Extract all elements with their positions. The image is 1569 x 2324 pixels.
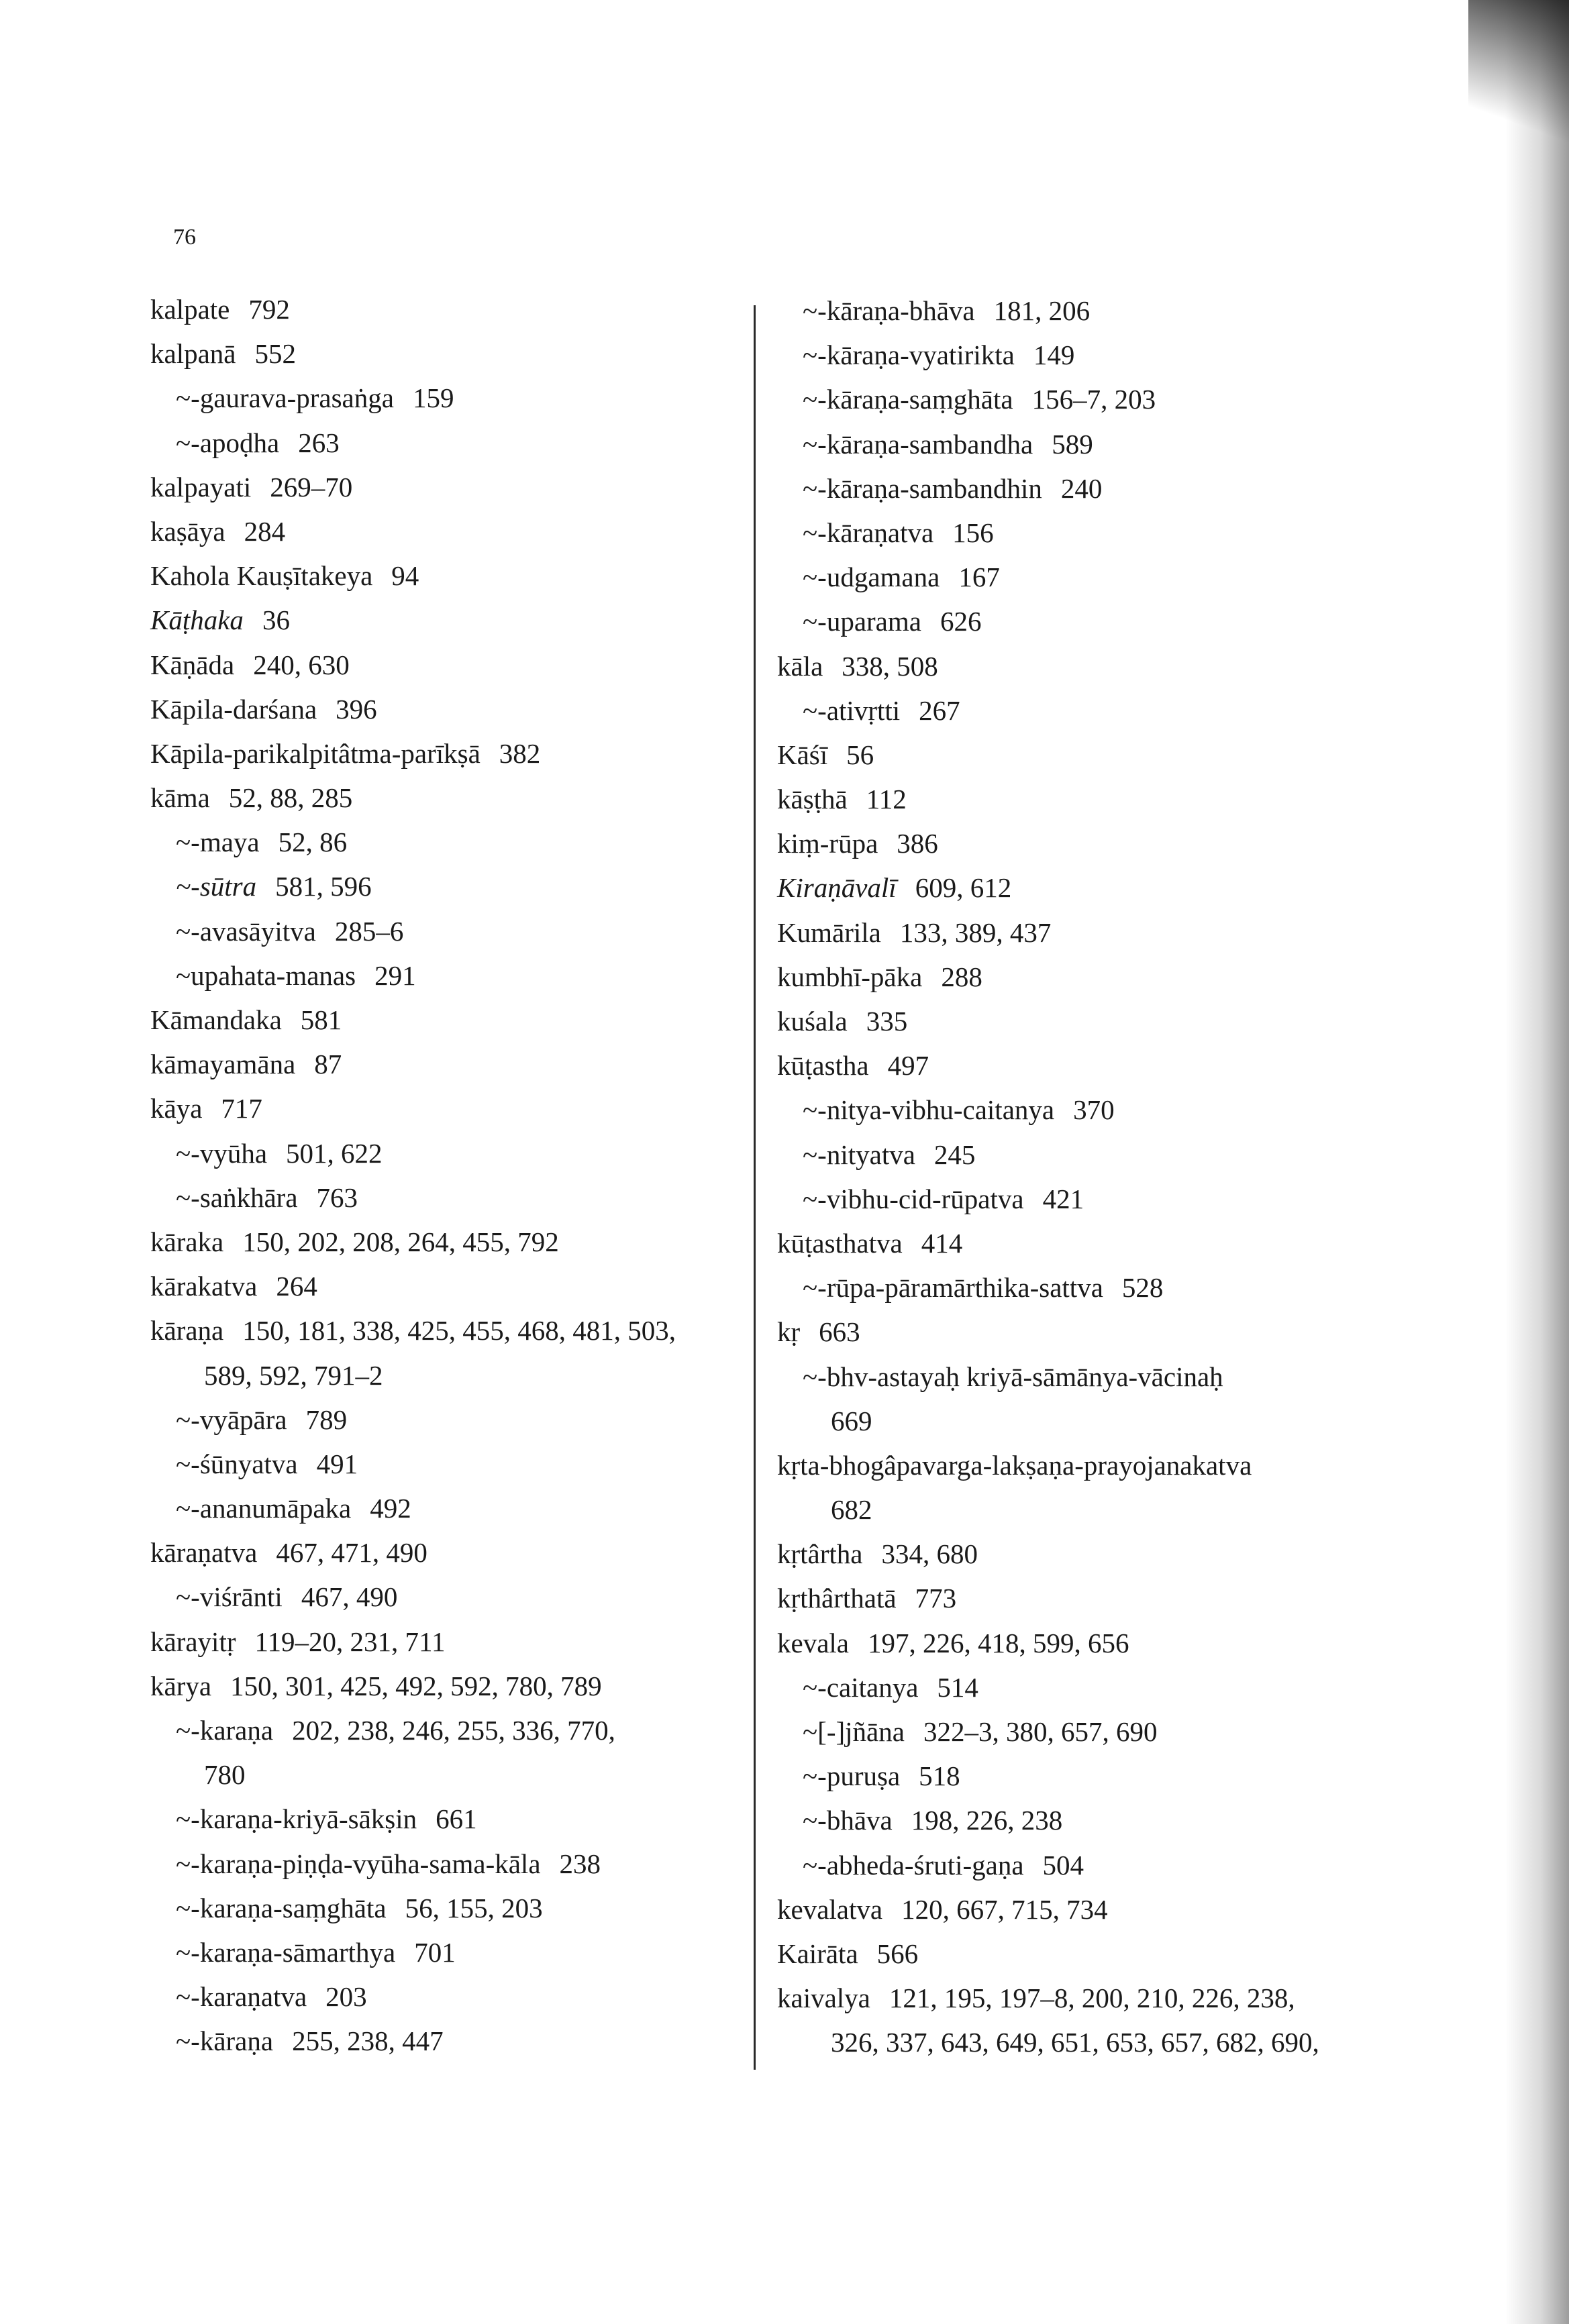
- entry-page-refs: 386: [897, 828, 938, 859]
- entry-term: Kāpila-parikalpitâtma-parīkṣā: [150, 737, 480, 769]
- index-entry: [150, 553, 754, 598]
- entry-page-refs: 149: [1033, 339, 1075, 371]
- entry-term: kūṭasthatva: [777, 1227, 903, 1259]
- entry-term: ~-vyāpāra: [176, 1404, 287, 1435]
- entry-term: ~-maya: [176, 827, 260, 858]
- entry-page-refs: 112: [866, 784, 907, 815]
- index-subentry: [777, 1355, 1381, 1399]
- entry-page-refs: 52, 88, 285: [228, 782, 353, 814]
- entry-page-refs: 497: [887, 1050, 929, 1081]
- index-subentry: [150, 1708, 754, 1752]
- index-subentry: [150, 1397, 754, 1442]
- index-entry: [150, 687, 754, 731]
- entry-term: Kiraṇāvalī: [777, 872, 897, 904]
- entry-term: ~-puruṣa: [803, 1760, 901, 1792]
- index-subentry: [777, 1265, 1381, 1310]
- index-subentry: [777, 466, 1381, 511]
- entry-term: Kairāta: [777, 1938, 858, 1969]
- index-entry: [150, 1220, 754, 1264]
- entry-term: kumbhī-pāka: [777, 961, 923, 992]
- entry-page-refs: 528: [1121, 1272, 1164, 1304]
- entry-page-refs: 52, 86: [278, 827, 348, 858]
- entry-page-refs: 56, 155, 203: [405, 1892, 543, 1923]
- index-entry: [777, 644, 1381, 688]
- index-entry: [777, 1976, 1381, 2020]
- index-subentry: [777, 377, 1381, 421]
- index-entry: [777, 1887, 1381, 1932]
- index-entry: [777, 999, 1381, 1043]
- index-continuation: [777, 1487, 1381, 1532]
- entry-term: kāraka: [150, 1226, 224, 1257]
- entry-page-refs: 238: [559, 1848, 601, 1879]
- index-entry: [777, 865, 1381, 910]
- index-subentry: [150, 909, 754, 953]
- entry-term: kuśala: [777, 1006, 848, 1037]
- entry-page-refs: 581: [300, 1004, 342, 1035]
- index-subentry: [150, 1930, 754, 1974]
- entry-term: kalpayati: [150, 471, 252, 503]
- index-entry: [150, 331, 754, 376]
- entry-term: ~-kāraṇa-sambandha: [803, 428, 1033, 460]
- entry-term: kevalatva: [777, 1893, 883, 1925]
- entry-page-refs: 334, 680: [881, 1538, 978, 1570]
- entry-term: Kāmandaka: [150, 1004, 282, 1035]
- entry-page-refs: 263: [298, 427, 340, 458]
- entry-page-refs: 245: [933, 1139, 976, 1170]
- entry-term: 589, 592, 791–2: [204, 1359, 383, 1391]
- entry-page-refs: 370: [1073, 1094, 1115, 1126]
- index-entry: [777, 1576, 1381, 1620]
- index-entry: [777, 1621, 1381, 1665]
- entry-term: Kāṭhaka: [150, 604, 244, 636]
- entry-page-refs: 501, 622: [286, 1137, 383, 1169]
- entry-page-refs: 150, 301, 425, 492, 592, 780, 789: [230, 1670, 602, 1701]
- index-column-left: [150, 287, 754, 2064]
- entry-term: Kumārila: [777, 916, 881, 948]
- entry-term: 780: [204, 1759, 246, 1791]
- index-subentry: [777, 1177, 1381, 1221]
- entry-page-refs: 167: [958, 562, 1000, 593]
- entry-term: ~-kāraṇa-bhāva: [803, 295, 975, 326]
- index-subentry: [777, 1665, 1381, 1709]
- entry-page-refs: 255, 238, 447: [292, 2025, 444, 2057]
- entry-term: ~-ativṛtti: [803, 694, 901, 726]
- entry-page-refs: 792: [248, 294, 290, 325]
- entry-term: ~-kāraṇa: [176, 2025, 274, 2057]
- entry-page-refs: 763: [316, 1181, 358, 1213]
- index-subentry: [150, 376, 754, 420]
- entry-term: Kāśī: [777, 739, 828, 770]
- entry-term: kāma: [150, 782, 210, 814]
- entry-page-refs: 94: [391, 560, 419, 592]
- entry-page-refs: 467, 471, 490: [276, 1537, 427, 1569]
- entry-term: kāmayamāna: [150, 1049, 296, 1080]
- index-continuation: [150, 1353, 754, 1397]
- index-entry: [150, 1530, 754, 1575]
- entry-term: ~-caitanya: [803, 1671, 919, 1703]
- entry-term: kevala: [777, 1627, 849, 1658]
- entry-page-refs: 150, 202, 208, 264, 455, 792: [242, 1226, 559, 1257]
- index-entry: [150, 998, 754, 1042]
- entry-term: ~-kāraṇa-sambandhin: [803, 472, 1042, 504]
- entry-term: ~-śūnyatva: [176, 1448, 298, 1479]
- index-entry: [777, 1932, 1381, 1976]
- entry-term: ~-karaṇa-piṇḍa-vyūha-sama-kāla: [176, 1848, 541, 1879]
- index-entry: [777, 777, 1381, 821]
- entry-page-refs: 56: [846, 739, 874, 770]
- entry-page-refs: 156: [952, 517, 994, 548]
- entry-term: ~-udgamana: [803, 562, 940, 593]
- entry-term: kāraṇatva: [150, 1537, 258, 1569]
- entry-term: ~-bhāva: [803, 1805, 893, 1836]
- entry-term: ~-apoḍha: [176, 427, 280, 458]
- entry-page-refs: 414: [921, 1227, 963, 1259]
- entry-page-refs: 202, 238, 246, 255, 336, 770,: [292, 1715, 615, 1746]
- entry-term: ~-nitya-vibhu-caitanya: [803, 1094, 1055, 1126]
- entry-page-refs: 322–3, 380, 657, 690: [923, 1716, 1158, 1747]
- index-entry: [150, 1308, 754, 1353]
- index-subentry: [150, 953, 754, 998]
- index-subentry: [777, 1798, 1381, 1842]
- entry-page-refs: 626: [940, 606, 982, 637]
- index-entry: [777, 1221, 1381, 1265]
- entry-term: 682: [831, 1494, 872, 1526]
- entry-term: kalpate: [150, 294, 230, 325]
- entry-term: ~-saṅkhāra: [176, 1181, 298, 1213]
- index-subentry: [150, 1974, 754, 2019]
- entry-page-refs: 156–7, 203: [1031, 384, 1156, 415]
- entry-page-refs: 267: [919, 694, 960, 726]
- entry-term: ~-bhv-astayaḥ kriyā-sāmānya-vācinaḥ: [803, 1361, 1223, 1392]
- entry-term: kāraṇa: [150, 1315, 224, 1346]
- entry-term: kāla: [777, 650, 823, 682]
- entry-page-refs: 338, 508: [842, 650, 938, 682]
- index-entry: [150, 509, 754, 553]
- entry-page-refs: 133, 389, 437: [899, 916, 1052, 948]
- entry-term: kārya: [150, 1670, 212, 1701]
- entry-term: ~-avasāyitva: [176, 915, 316, 947]
- entry-term: kārakatva: [150, 1271, 258, 1302]
- entry-page-refs: 396: [336, 693, 377, 725]
- index-entry: [150, 1086, 754, 1130]
- entry-term: kaṣāya: [150, 515, 225, 547]
- index-entry: [150, 598, 754, 642]
- index-subentry: [777, 1843, 1381, 1887]
- index-subentry: [150, 1842, 754, 1886]
- entry-term: ~-vyūha: [176, 1137, 268, 1169]
- entry-page-refs: 121, 195, 197–8, 200, 210, 226, 238,: [889, 1983, 1295, 2014]
- entry-term: ~-karaṇa-sāmarthya: [176, 1936, 396, 1968]
- entry-page-refs: 566: [876, 1938, 919, 1969]
- index-entry: [777, 1443, 1381, 1487]
- entry-page-refs: 284: [244, 515, 286, 547]
- index-entry: [150, 776, 754, 820]
- index-entry: [150, 1620, 754, 1664]
- index-subentry: [150, 1442, 754, 1486]
- index-entry: [777, 955, 1381, 999]
- entry-page-refs: 291: [374, 959, 416, 991]
- entry-term: Kāpila-darśana: [150, 693, 317, 725]
- entry-term: kalpanā: [150, 338, 236, 370]
- entry-page-refs: 504: [1042, 1849, 1084, 1881]
- entry-page-refs: 335: [866, 1006, 908, 1037]
- index-subentry: [777, 1088, 1381, 1132]
- entry-page-refs: 609, 612: [915, 872, 1012, 904]
- entry-page-refs: 119–20, 231, 711: [254, 1626, 446, 1657]
- entry-page-refs: 120, 667, 715, 734: [901, 1893, 1108, 1925]
- index-subentry: [150, 1575, 754, 1619]
- entry-page-refs: 661: [436, 1803, 477, 1835]
- entry-term: ~-karaṇa-saṃghāta: [176, 1892, 387, 1923]
- entry-page-refs: 87: [314, 1049, 342, 1080]
- entry-term: ~-rūpa-pāramārthika-sattva: [803, 1272, 1103, 1304]
- entry-term: kṛta-bhogâpavarga-lakṣaṇa-prayojanakatva: [777, 1449, 1252, 1481]
- index-subentry: [777, 333, 1381, 377]
- index-entry: [150, 1664, 754, 1708]
- index-entry: [150, 287, 754, 331]
- index-subentry: [777, 1754, 1381, 1798]
- entry-term: kārayitṛ: [150, 1626, 236, 1657]
- entry-page-refs: 197, 226, 418, 599, 656: [867, 1627, 1129, 1658]
- entry-page-refs: 589: [1052, 428, 1093, 460]
- entry-term: ~-ananumāpaka: [176, 1493, 352, 1524]
- index-subentry: [777, 511, 1381, 555]
- index-continuation: [777, 1399, 1381, 1443]
- entry-term: ~-nityatva: [803, 1139, 915, 1170]
- index-subentry: [777, 555, 1381, 599]
- index-entry: [150, 1042, 754, 1086]
- index-continuation: [150, 1752, 754, 1797]
- entry-page-refs: 491: [316, 1448, 358, 1479]
- index-subentry: [150, 820, 754, 864]
- entry-term: ~-karaṇatva: [176, 1981, 307, 2013]
- entry-term: ~[-]jñāna: [803, 1716, 905, 1747]
- entry-page-refs: 492: [370, 1493, 411, 1524]
- entry-term: kṛtârtha: [777, 1538, 863, 1570]
- entry-page-refs: 36: [262, 604, 290, 636]
- entry-page-refs: 789: [305, 1404, 348, 1435]
- page-corner-shadow: [1468, 0, 1569, 168]
- entry-page-refs: 203: [325, 1981, 367, 2013]
- entry-page-refs: 701: [414, 1936, 456, 1968]
- index-entry: [777, 1532, 1381, 1576]
- index-subentry: [150, 1486, 754, 1530]
- entry-page-refs: 514: [937, 1671, 978, 1703]
- entry-term: 669: [831, 1405, 872, 1436]
- index-entry: [150, 465, 754, 509]
- entry-term: ~-sūtra: [176, 871, 257, 902]
- entry-term: kūṭastha: [777, 1050, 869, 1081]
- index-subentry: [150, 1175, 754, 1220]
- entry-page-refs: 663: [819, 1316, 860, 1348]
- entry-term: kṛ: [777, 1316, 801, 1348]
- index-entry: [150, 643, 754, 687]
- entry-page-refs: 150, 181, 338, 425, 455, 468, 481, 503,: [242, 1315, 676, 1346]
- index-subentry: [777, 1709, 1381, 1754]
- entry-term: ~-kāraṇa-vyatirikta: [803, 339, 1015, 371]
- entry-term: ~-gaurava-prasaṅga: [176, 382, 394, 414]
- entry-term: ~-uparama: [803, 606, 921, 637]
- entry-term: ~-kāraṇa-saṃghāta: [803, 384, 1013, 415]
- index-entry: [777, 821, 1381, 865]
- entry-page-refs: 288: [941, 961, 982, 992]
- entry-page-refs: 773: [915, 1583, 957, 1614]
- entry-term: ~-vibhu-cid-rūpatva: [803, 1183, 1024, 1214]
- index-continuation: [777, 2020, 1381, 2064]
- index-entry: [150, 731, 754, 776]
- entry-page-refs: 181, 206: [993, 295, 1091, 326]
- entry-term: 326, 337, 643, 649, 651, 653, 657, 682, 690,: [831, 2027, 1319, 2058]
- entry-page-refs: 581, 596: [275, 871, 372, 902]
- index-subentry: [777, 422, 1381, 466]
- index-subentry: [150, 1131, 754, 1175]
- entry-term: kāya: [150, 1093, 203, 1124]
- entry-term: kāṣṭhā: [777, 784, 848, 815]
- entry-page-refs: 240: [1060, 472, 1103, 504]
- index-column-right: [777, 288, 1381, 2065]
- index-subentry: [777, 599, 1381, 643]
- index-subentry: [150, 864, 754, 908]
- index-subentry: [150, 421, 754, 465]
- entry-term: ~-kāraṇatva: [803, 517, 934, 548]
- index-subentry: [150, 1797, 754, 1841]
- index-entry: [777, 1043, 1381, 1088]
- index-subentry: [150, 1886, 754, 1930]
- entry-page-refs: 240, 630: [253, 649, 350, 680]
- entry-page-refs: 264: [276, 1271, 317, 1302]
- entry-page-refs: 198, 226, 238: [911, 1805, 1063, 1836]
- index-subentry: [777, 1132, 1381, 1177]
- index-subentry: [777, 288, 1381, 333]
- entry-term: Kahola Kauṣītakeya: [150, 560, 373, 592]
- entry-term: Kāṇāda: [150, 649, 235, 680]
- index-entry: [150, 1264, 754, 1308]
- index-subentry: [777, 688, 1381, 733]
- page-number: 76: [173, 225, 196, 250]
- entry-page-refs: 159: [412, 382, 454, 414]
- entry-term: kaivalya: [777, 1983, 870, 2014]
- entry-page-refs: 285–6: [334, 915, 404, 947]
- entry-page-refs: 467, 490: [301, 1581, 398, 1613]
- entry-term: kṛthârthatā: [777, 1583, 897, 1614]
- entry-term: ~-karaṇa-kriyā-sākṣin: [176, 1803, 417, 1835]
- index-entry: [777, 733, 1381, 777]
- page-edge-shadow: [1505, 0, 1569, 2324]
- entry-term: ~-karaṇa: [176, 1715, 274, 1746]
- entry-page-refs: 382: [499, 737, 541, 769]
- column-divider: [754, 305, 756, 2070]
- index-entry: [777, 910, 1381, 955]
- entry-page-refs: 717: [221, 1093, 262, 1124]
- entry-page-refs: 421: [1042, 1183, 1084, 1214]
- entry-term: kiṃ-rūpa: [777, 828, 878, 859]
- entry-page-refs: 269–70: [270, 471, 353, 503]
- entry-page-refs: 518: [919, 1760, 960, 1792]
- index-subentry: [150, 2019, 754, 2063]
- entry-page-refs: 552: [254, 338, 296, 370]
- entry-term: ~-viśrānti: [176, 1581, 283, 1613]
- entry-term: ~upahata-manas: [176, 959, 356, 991]
- entry-term: ~-abheda-śruti-gaṇa: [803, 1849, 1024, 1881]
- index-entry: [777, 1310, 1381, 1354]
